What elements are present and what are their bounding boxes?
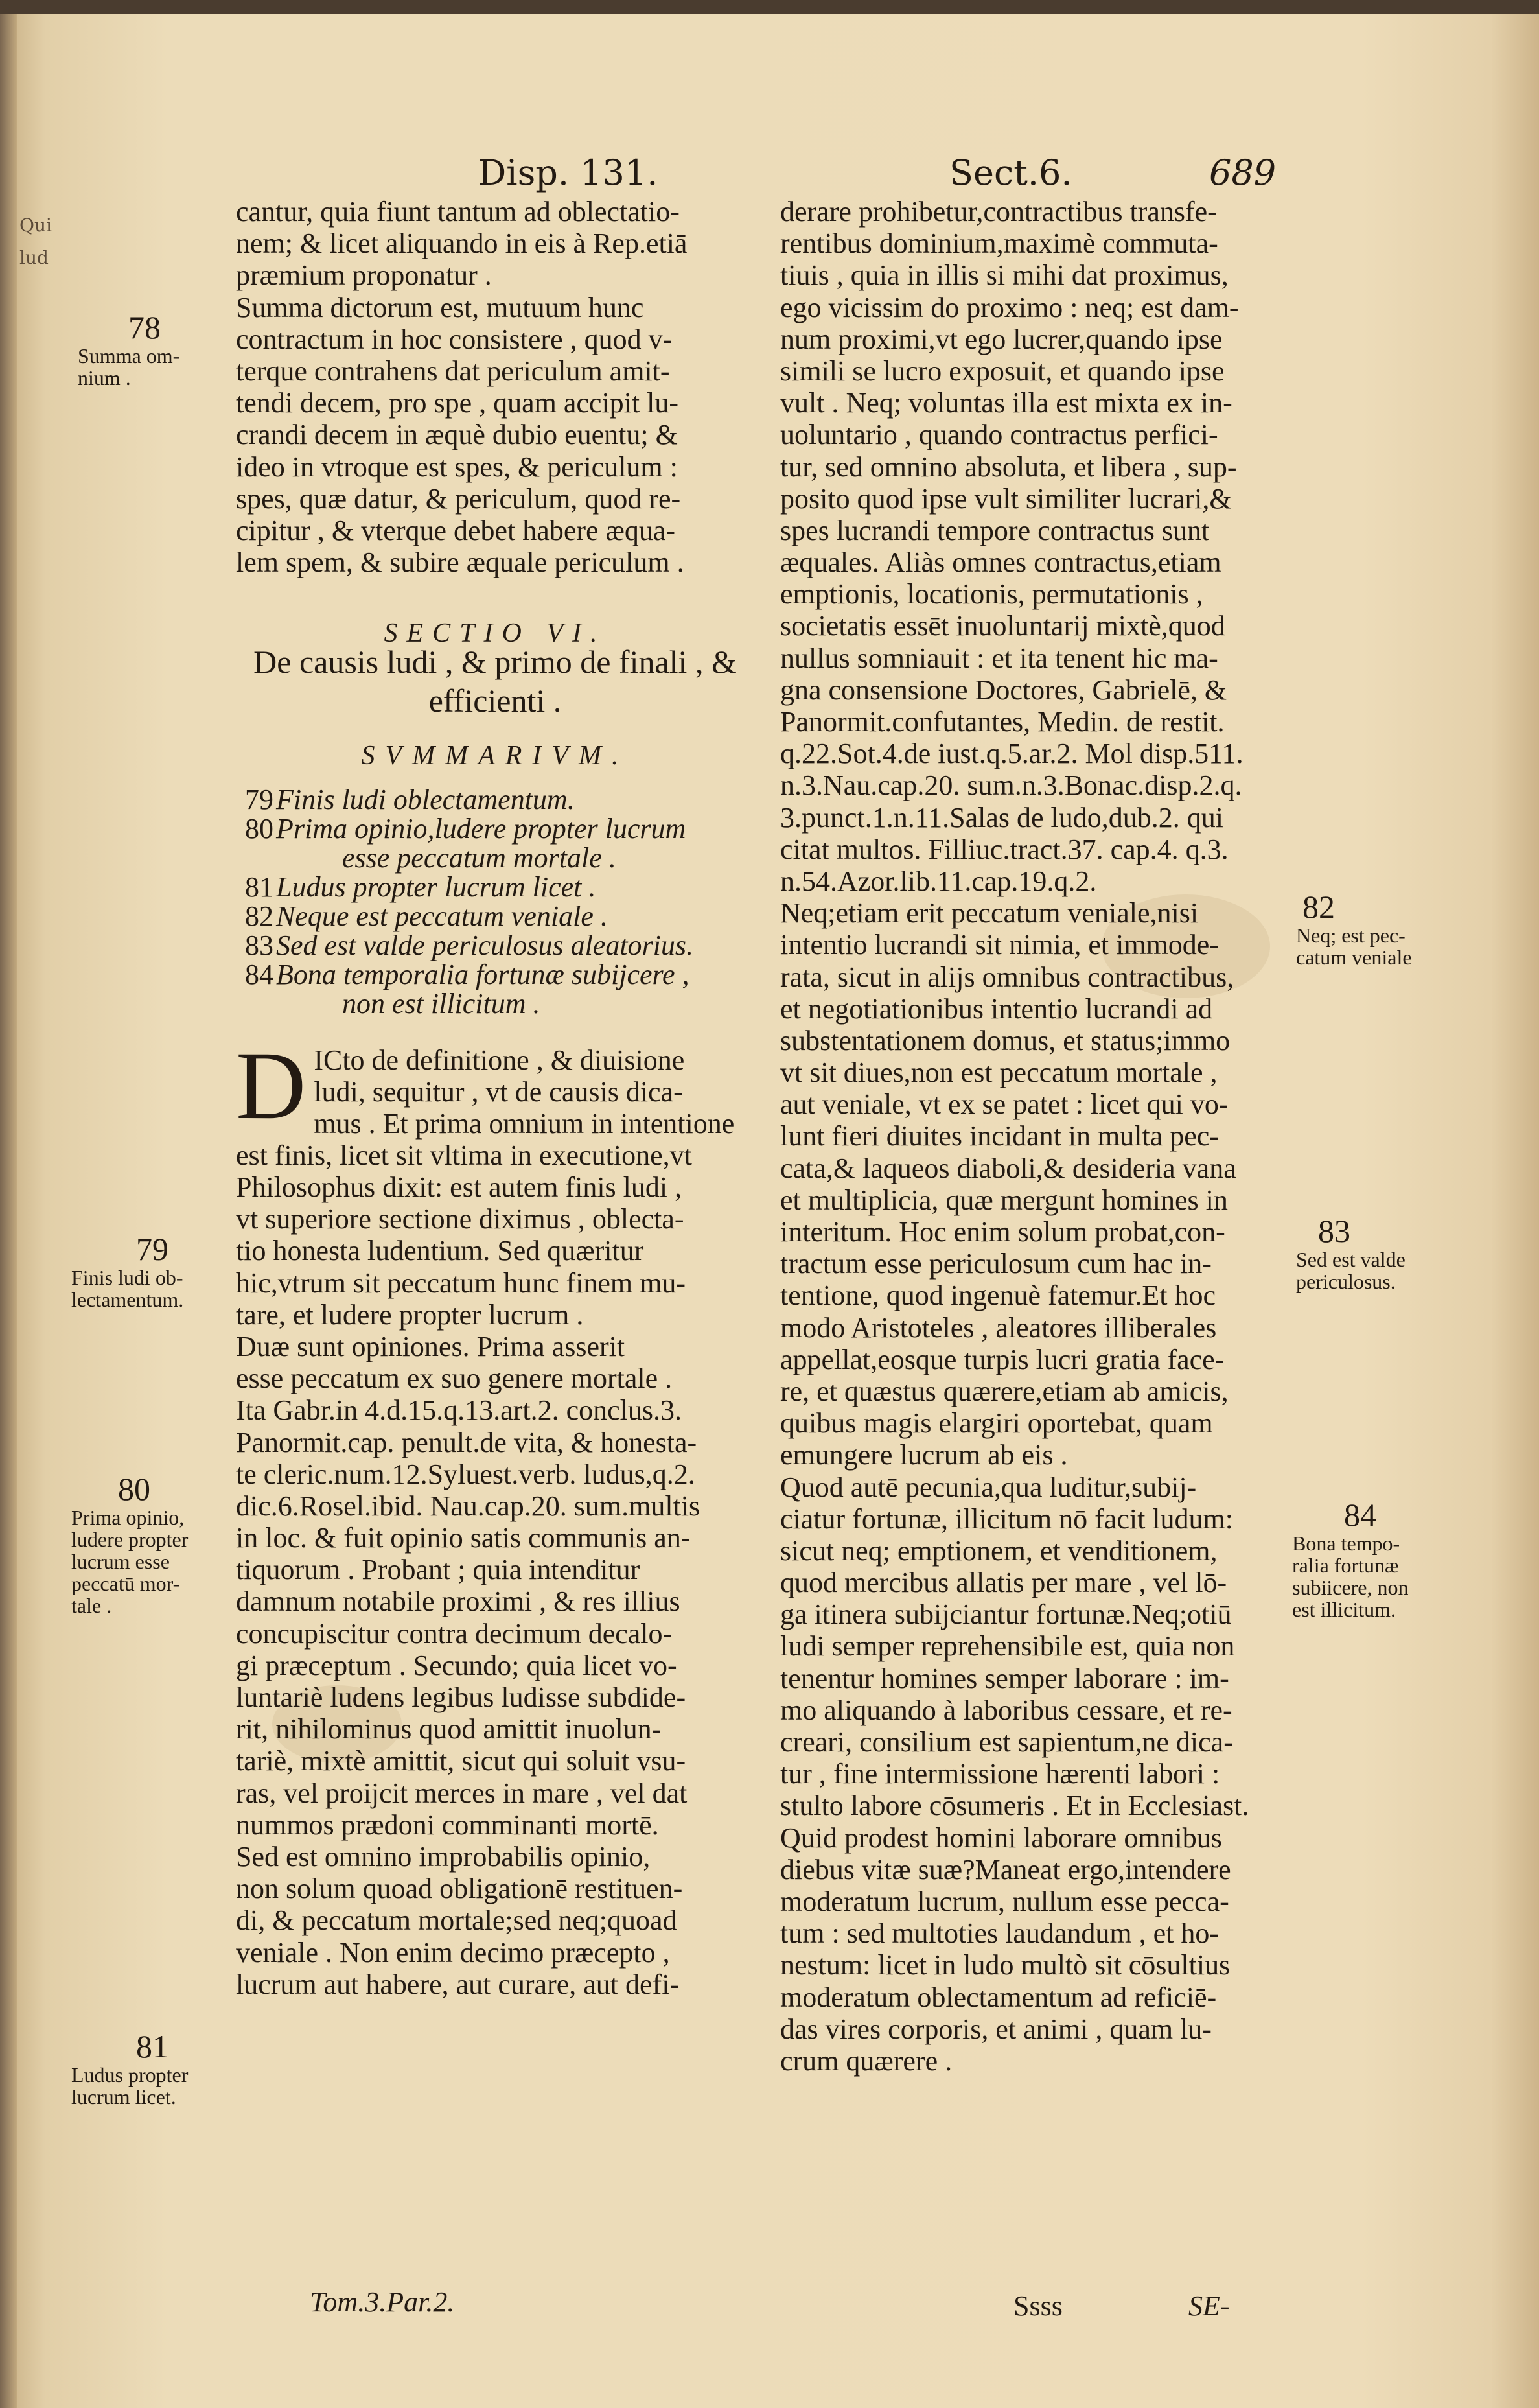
text-line: vult . Neq; voluntas illa est mixta ex in- — [780, 387, 1232, 419]
text-line: tur , fine intermissione hærenti labori : — [780, 1758, 1220, 1790]
text-line: derare prohibetur,contractibus transfe- — [780, 196, 1217, 228]
summary-item-continued — [245, 989, 754, 1018]
summary-item — [245, 902, 754, 931]
text-line: Panormit.cap. penult.de vita, & honesta- — [236, 1426, 697, 1458]
text-line: ludi semper reprehensibile est, quia non — [780, 1630, 1235, 1663]
text-line: das vires corporis, et animi , quam lu- — [780, 2013, 1212, 2045]
text-line: diebus vitæ suæ?Maneat ergo,intendere — [780, 1853, 1231, 1886]
margin-text: Ludus propter lucrum licet. — [71, 2063, 189, 2109]
summary-number: 81 — [245, 871, 273, 903]
signature-mark: Ssss — [1013, 2290, 1063, 2322]
text-line: te cleric.num.12.Syluest.verb. ludus,q.2. — [236, 1458, 695, 1490]
page-number: 689 — [1209, 152, 1277, 193]
summary-text: Sed est valde periculosus aleatorius. — [276, 929, 694, 961]
summary-text: Neque est peccatum veniale . — [276, 900, 608, 932]
text-line: esse peccatum ex suo genere mortale . — [236, 1362, 673, 1395]
text-line: cantur, quia fiunt tantum ad oblectatio- — [236, 196, 680, 228]
summarium-heading: SVMMARIVM. — [361, 740, 629, 771]
text-line: in loc. & fuit opinio satis communis an- — [236, 1522, 691, 1554]
margin-note-83 — [1296, 1213, 1452, 1292]
text-line: interitum. Hoc enim solum probat,con- — [780, 1216, 1225, 1248]
summary-item — [245, 872, 754, 902]
text-line: est finis, licet sit vltima in executione,vt — [236, 1139, 692, 1171]
text-line: concupiscitur contra decimum decalo- — [236, 1617, 673, 1650]
text-line: Neq;etiam erit peccatum veniale,nisi — [780, 897, 1199, 929]
summary-text: non est illicitum . — [342, 987, 540, 1020]
text-line: tractum esse periculosum cum hac in- — [780, 1248, 1212, 1280]
text-line: Ita Gabr.in 4.d.15.q.13.art.2. conclus.3. — [236, 1394, 682, 1427]
summary-text: esse peccatum mortale . — [342, 841, 616, 874]
summary-item-continued — [245, 843, 754, 872]
text-line: et multiplicia, quæ mergunt homines in — [780, 1184, 1228, 1216]
text-line: cata,& laqueos diaboli,& desideria vana — [780, 1152, 1236, 1184]
summary-number: 80 — [245, 812, 273, 845]
right-column — [780, 196, 1299, 2077]
text-line: di, & peccatum mortale;sed neq;quoad — [236, 1904, 677, 1937]
text-line: lem spem, & subire æquale periculum . — [236, 546, 684, 579]
header-section: Sect.6. — [949, 152, 1072, 193]
text-line: tendi decem, pro spe , quam accipit lu- — [236, 387, 678, 419]
text-line: n.54.Azor.lib.11.cap.19.q.2. — [780, 865, 1097, 897]
text-line: crum quærere . — [780, 2044, 953, 2077]
text-line: ras, vel proijcit merces in mare , vel dat — [236, 1777, 688, 1809]
margin-note-80 — [71, 1471, 233, 1617]
margin-text: Summa om- nium . — [78, 344, 180, 390]
text-line: cipitur , & vterque debet habere æqua- — [236, 514, 676, 546]
text-line: emptionis, locationis, permutationis , — [780, 578, 1203, 611]
summary-item — [245, 814, 754, 843]
text-line: ciatur fortunæ, illicitum nō facit ludum: — [780, 1502, 1233, 1535]
text-line: ideo in vtroque est spes, & periculum : — [236, 450, 678, 483]
text-line: ludi, sequitur , vt de causis dica- — [314, 1075, 683, 1108]
text-line: nem; & licet aliquando in eis à Rep.etiā — [236, 228, 688, 260]
text-line: spes, quæ datur, & periculum, quod re- — [236, 482, 681, 515]
text-line: rata, sicut in alijs omnibus contractibus, — [780, 961, 1234, 993]
summary-text: Prima opinio,ludere propter lucrum — [276, 812, 686, 845]
text-line: ego vicissim do proximo : neq; est dam- — [780, 291, 1239, 323]
text-line: Quid prodest homini laborare omnibus — [780, 1821, 1222, 1854]
text-line: mo aliquando à laboribus cessare, et re- — [780, 1694, 1232, 1726]
summary-text: Ludus propter lucrum licet . — [276, 871, 596, 903]
margin-text: Neq; est pec- catum veniale — [1296, 924, 1412, 969]
margin-number: 81 — [136, 2028, 168, 2064]
summary-number: 83 — [245, 929, 273, 961]
section-title: De causis ludi , & primo de finali , & efficienti . — [253, 643, 737, 719]
text-line: ga itinera subijciantur fortunæ.Neq;otiū — [780, 1598, 1232, 1631]
summary-text: Bona temporalia fortunæ subijcere , — [276, 958, 689, 990]
margin-note-78 — [78, 310, 227, 389]
text-line: Quod autē pecunia,qua luditur,subij- — [780, 1471, 1197, 1503]
text-line: luntariè ludens legibus ludisse subdide- — [236, 1681, 686, 1713]
text-line: moderatum lucrum, nullum esse pecca- — [780, 1885, 1229, 1917]
left-column — [236, 196, 754, 2000]
catchword: SE- — [1188, 2290, 1230, 2322]
text-line: dic.6.Rosel.ibid. Nau.cap.20. sum.multis — [236, 1490, 700, 1522]
bleed-through-text: Qui — [19, 215, 52, 236]
text-line: spes lucrandi tempore contractus sunt — [780, 514, 1210, 546]
text-line: tentione, quod ingenuè fatemur.Et hoc — [780, 1280, 1216, 1312]
text-line: intentio lucrandi sit nimia, et immode- — [780, 929, 1219, 961]
summary-number: 79 — [245, 783, 273, 815]
margin-note-84 — [1292, 1497, 1454, 1620]
text-line: substentationem domus, et status;immo — [780, 1024, 1231, 1057]
text-line: simili se lucro exposuit, et quando ipse — [780, 355, 1225, 387]
margin-text: Prima opinio, ludere propter lucrum esse peccatū mor- tale . — [71, 1506, 189, 1617]
footer-volume: Tom.3.Par.2. — [310, 2286, 455, 2318]
text-line: tariè, mixtè amittit, sicut qui soluit vsu- — [236, 1745, 686, 1777]
text-line: quod mercibus allatis per mare , vel lō- — [780, 1567, 1227, 1599]
text-line: crandi decem in æquè dubio euentu; & — [236, 419, 678, 451]
text-line: nullus somniauit : et ita tenent hic ma- — [780, 642, 1218, 674]
text-line: veniale . Non enim decimo præcepto , — [236, 1936, 670, 1969]
text-line: gna consensione Doctores, Gabrielē, & — [780, 673, 1227, 706]
text-line: rit, nihilominus quod amittit inuolun- — [236, 1713, 662, 1746]
text-line: tenentur homines semper laborare : im- — [780, 1662, 1229, 1694]
text-line: vt sit diues,non est peccatum mortale , — [780, 1057, 1218, 1089]
text-line: re, et quæstus quærere,etiam ab amicis, — [780, 1375, 1229, 1407]
text-line: creari, consilium est sapientum,ne dica- — [780, 1726, 1233, 1758]
text-line: q.22.Sot.4.de iust.q.5.ar.2. Mol disp.511. — [780, 738, 1244, 770]
text-line: tiquorum . Probant ; quia intenditur — [236, 1554, 640, 1586]
text-line: stulto labore cōsumeris . Et in Ecclesiast. — [780, 1790, 1249, 1822]
text-line: non solum quoad obligationē restituen- — [236, 1873, 683, 1905]
text-line: æquales. Aliàs omnes contractus,etiam — [780, 546, 1221, 579]
summary-number: 82 — [245, 900, 273, 932]
text-line: tiuis , quia in illis si mihi dat proximus, — [780, 259, 1229, 292]
text-line: nummos prædoni comminanti mortē. — [236, 1808, 659, 1841]
text-line: gi præceptum . Secundo; quia licet vo- — [236, 1649, 677, 1681]
summary-item — [245, 931, 754, 960]
margin-note-82 — [1296, 889, 1452, 968]
drop-capital: D — [236, 1031, 307, 1140]
text-line: tur, sed omnino absoluta, et libera , sup- — [780, 450, 1237, 483]
summary-item — [245, 785, 754, 814]
summary-text: Finis ludi oblectamentum. — [276, 783, 575, 815]
text-line: aut veniale, vt ex se patet : licet qui vo- — [780, 1088, 1229, 1121]
text-line: lucrum aut habere, aut curare, aut defi- — [236, 1968, 680, 2000]
text-line: 3.punct.1.n.11.Salas de ludo,dub.2. qui — [780, 801, 1223, 834]
text-line: emungere lucrum ab eis . — [780, 1439, 1068, 1471]
text-line: nestum: licet in ludo multò sit cōsultius — [780, 1949, 1231, 1981]
text-line: sicut neq; emptionem, et venditionem, — [780, 1534, 1218, 1567]
text-line: Duæ sunt opiniones. Prima asserit — [236, 1330, 625, 1362]
margin-text: Bona tempo- ralia fortunæ subiicere, non est illicitum. — [1292, 1532, 1409, 1621]
text-line: quibus magis elargiri oportebat, quam — [780, 1407, 1213, 1440]
text-line: et negotiationibus intentio lucrandi ad — [780, 992, 1213, 1025]
text-line: appellat,eosque turpis lucri gratia face- — [780, 1343, 1225, 1375]
scan-top-edge — [0, 0, 1539, 14]
text-line: Summa dictorum est, mutuum hunc — [236, 291, 644, 323]
text-line: contractum in hoc consistere , quod v- — [236, 323, 673, 355]
section-heading: SECTIO VI. — [384, 618, 607, 649]
margin-text: Finis ludi ob- lectamentum. — [71, 1266, 184, 1311]
bleed-through-text: lud — [19, 247, 49, 268]
text-line: tare, et ludere propter lucrum . — [236, 1298, 584, 1331]
margin-number: 80 — [118, 1471, 150, 1507]
text-line: ICto de definitione , & diuisione — [314, 1044, 685, 1076]
text-line: tio honesta ludentium. Sed quæritur — [236, 1235, 644, 1267]
margin-number: 78 — [128, 309, 161, 345]
text-line: Philosophus dixit: est autem finis ludi , — [236, 1171, 682, 1203]
summary-item — [245, 960, 754, 989]
text-line: mus . Et prima omnium in intentione — [314, 1107, 735, 1140]
margin-note-79 — [71, 1232, 233, 1311]
text-line: uoluntario , quando contractus perfici- — [780, 419, 1218, 451]
text-line: vt superiore sectione diximus , oblecta- — [236, 1203, 684, 1235]
margin-number: 83 — [1318, 1213, 1350, 1249]
text-line: rentibus dominium,maximè commuta- — [780, 228, 1218, 260]
text-line: Panormit.confutantes, Medin. de restit. — [780, 706, 1225, 738]
text-line: n.3.Nau.cap.20. sum.n.3.Bonac.disp.2.q. — [780, 769, 1242, 802]
text-line: modo Aristoteles , aleatores illiberales — [780, 1311, 1217, 1344]
margin-note-81 — [71, 2029, 233, 2108]
text-line: num proximi,vt ego lucrer,quando ipse — [780, 323, 1223, 355]
text-line: Sed est omnino improbabilis opinio, — [236, 1840, 651, 1873]
margin-number: 84 — [1344, 1497, 1376, 1533]
margin-number: 82 — [1302, 889, 1335, 925]
text-line: hic,vtrum sit peccatum hunc finem mu- — [236, 1267, 686, 1299]
text-line: posito quod ipse vult similiter lucrari,& — [780, 482, 1232, 515]
text-line: societatis essēt inuoluntarij mixtè,quod — [780, 610, 1225, 642]
text-line: terque contrahens dat periculum amit- — [236, 355, 670, 387]
text-line: lunt fieri diuites incidant in multa pec- — [780, 1120, 1219, 1152]
text-line: citat multos. Filliuc.tract.37. cap.4. q.3. — [780, 833, 1229, 865]
text-line: præmium proponatur . — [236, 259, 492, 292]
text-line: damnum notabile proximi , & res illius — [236, 1585, 680, 1618]
header-disputation: Disp. 131. — [478, 152, 658, 193]
margin-number: 79 — [136, 1231, 168, 1267]
binding-gutter — [0, 14, 17, 2408]
margin-text: Sed est valde periculosus. — [1296, 1248, 1406, 1293]
summary-number: 84 — [245, 958, 273, 990]
text-line: moderatum oblectamentum ad reficiē- — [780, 1981, 1217, 2013]
text-line: tum : sed multoties laudandum , et ho- — [780, 1917, 1220, 1950]
